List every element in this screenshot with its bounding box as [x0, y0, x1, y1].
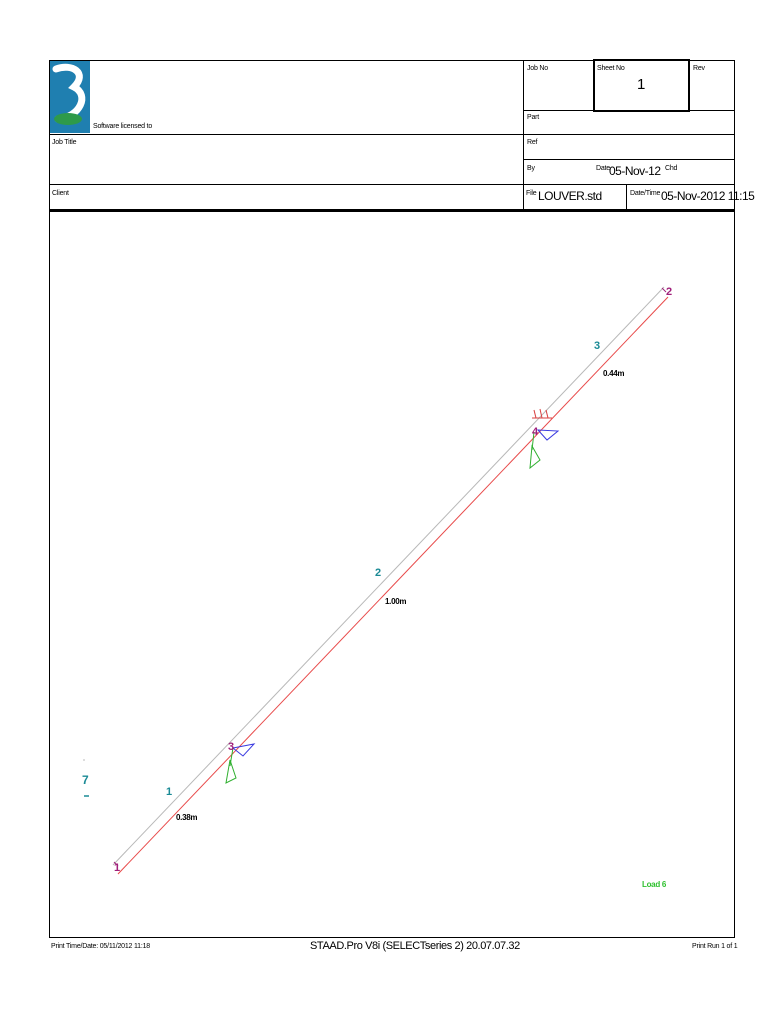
node-label-3: 3 [228, 741, 235, 753]
node-label-1: 1 [114, 862, 121, 874]
member-length-1: 0.38m [176, 813, 198, 822]
sheet-no-value: 1 [637, 76, 646, 93]
date-value: 05-Nov-12 [609, 164, 661, 178]
date-label: Date [596, 165, 610, 172]
sheet-no-label: Sheet No [597, 65, 625, 72]
file-value: LOUVER.std [538, 189, 602, 203]
load-label: Load 6 [642, 880, 666, 889]
datetime-label: Date/Time [630, 190, 661, 197]
datetime-value: 05-Nov-2012 11:15 [661, 189, 755, 203]
member-length-3: 0.44m [603, 369, 625, 378]
part-label: Part [527, 114, 540, 121]
member-label-2: 2 [375, 567, 382, 579]
support-node-4 [530, 409, 558, 468]
software-licensed-label: Software licensed to [93, 123, 153, 130]
member-line [118, 297, 668, 874]
client-label: Client [52, 190, 69, 197]
file-label: File [526, 190, 537, 197]
rev-label: Rev [693, 65, 705, 72]
node-label-4: 4 [532, 426, 539, 438]
job-no-label: Job No [527, 65, 548, 72]
chd-label: Chd [665, 165, 678, 172]
job-title-label: Job Title [52, 139, 77, 146]
member-shadow-line [113, 287, 664, 865]
member-label-1: 1 [166, 786, 173, 798]
member-label-3: 3 [594, 340, 601, 352]
print-run: Print Run 1 of 1 [692, 943, 738, 950]
node-label-2: 2 [666, 286, 673, 298]
axis-label: 7 [82, 773, 89, 787]
ref-label: Ref [527, 139, 538, 146]
member-length-2: 1.00m [385, 597, 407, 606]
print-time: Print Time/Date: 05/11/2012 11:18 [51, 943, 150, 950]
by-label: By [527, 165, 535, 172]
program-version: STAAD.Pro V8i (SELECTseries 2) 20.07.07.32 [310, 940, 520, 952]
